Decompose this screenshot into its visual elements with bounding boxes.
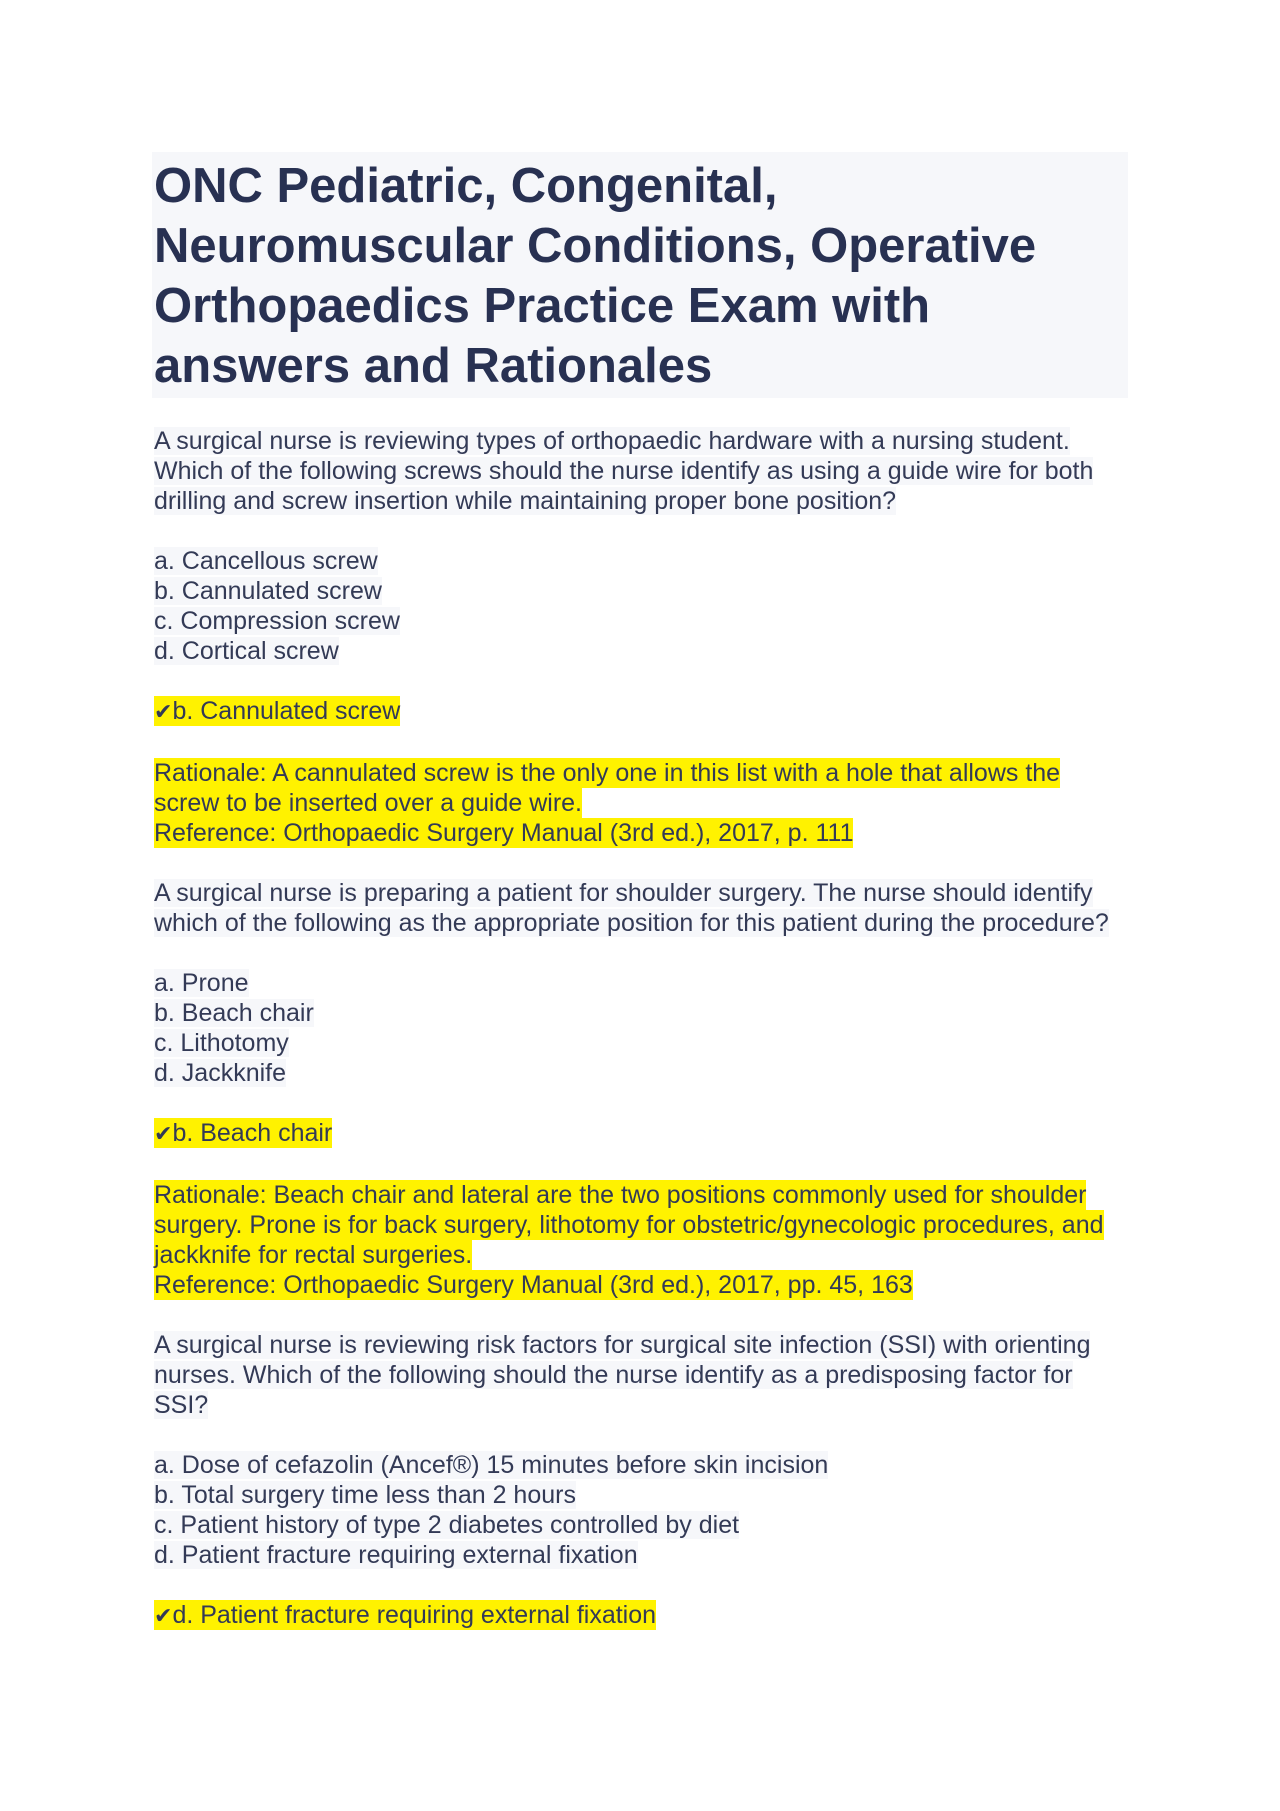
option-a: a. Dose of cefazolin (Ancef®) 15 minutes before skin incision: [154, 1451, 829, 1479]
question-text: A surgical nurse is reviewing types of orthopaedic hardware with a nursing student. Which of the following screws should the nurse identify as using a guide wire for both drilling and screw insertion while maintaining proper bone position?: [154, 427, 1094, 515]
option-b: b. Beach chair: [154, 999, 314, 1027]
correct-answer: b. Cannulated screw: [172, 697, 401, 725]
question-text: A surgical nurse is reviewing risk factors for surgical site infection (SSI) with orienting nurses. Which of the following should the nurse identify as a predisposing factor for SSI?: [154, 1331, 1091, 1419]
correct-answer: b. Beach chair: [172, 1119, 333, 1147]
checkmark-icon: ✔: [154, 700, 173, 725]
reference-text: Reference: Orthopaedic Surgery Manual (3rd ed.), 2017, p. 111: [154, 819, 854, 847]
option-b: b. Cannulated screw: [154, 577, 382, 605]
reference-text: Reference: Orthopaedic Surgery Manual (3rd ed.), 2017, pp. 45, 163: [154, 1271, 913, 1299]
question-3-answer: [154, 1600, 1126, 1632]
option-d: d. Patient fracture requiring external fixation: [154, 1541, 638, 1569]
option-a: a. Prone: [154, 969, 249, 997]
document-content: [154, 426, 1126, 1632]
option-c: c. Lithotomy: [154, 1029, 289, 1057]
question-1-text: [154, 426, 1126, 516]
question-2-answer: [154, 1118, 1126, 1150]
option-d: d. Cortical screw: [154, 637, 339, 665]
question-2-options: [154, 968, 1126, 1088]
document-title: ONC Pediatric, Congenital, Neuromuscular Conditions, Operative Orthopaedics Practice Exam with answers and Rationales: [154, 159, 1037, 393]
option-a: a. Cancellous screw: [154, 547, 378, 575]
option-c: c. Compression screw: [154, 607, 400, 635]
rationale-text: Rationale: A cannulated screw is the only one in this list with a hole that allows the screw to be inserted over a guide wire.: [154, 759, 1061, 817]
question-3-options: [154, 1450, 1126, 1570]
title-box: [152, 152, 1128, 398]
question-1-rationale: [154, 758, 1126, 848]
option-c: c. Patient history of type 2 diabetes controlled by diet: [154, 1511, 740, 1539]
checkmark-icon: ✔: [154, 1122, 173, 1147]
checkmark-icon: ✔: [154, 1604, 173, 1629]
question-1-options: [154, 546, 1126, 666]
rationale-text: Rationale: Beach chair and lateral are the two positions commonly used for shoulder surgery. Prone is for back surgery, lithotomy for obstetric/gynecologic procedures, and jackknife for rectal surgeries.: [154, 1181, 1104, 1269]
option-b: b. Total surgery time less than 2 hours: [154, 1481, 576, 1509]
question-text: A surgical nurse is preparing a patient for shoulder surgery. The nurse should identify which of the following as the appropriate position for this patient during the procedure?: [154, 879, 1109, 937]
question-1-answer: [154, 696, 1126, 728]
document-page: [154, 152, 1126, 1662]
question-2-text: [154, 878, 1126, 938]
option-d: d. Jackknife: [154, 1059, 287, 1087]
correct-answer: d. Patient fracture requiring external fixation: [172, 1601, 657, 1629]
question-2-rationale: [154, 1180, 1126, 1300]
question-3-text: [154, 1330, 1126, 1420]
